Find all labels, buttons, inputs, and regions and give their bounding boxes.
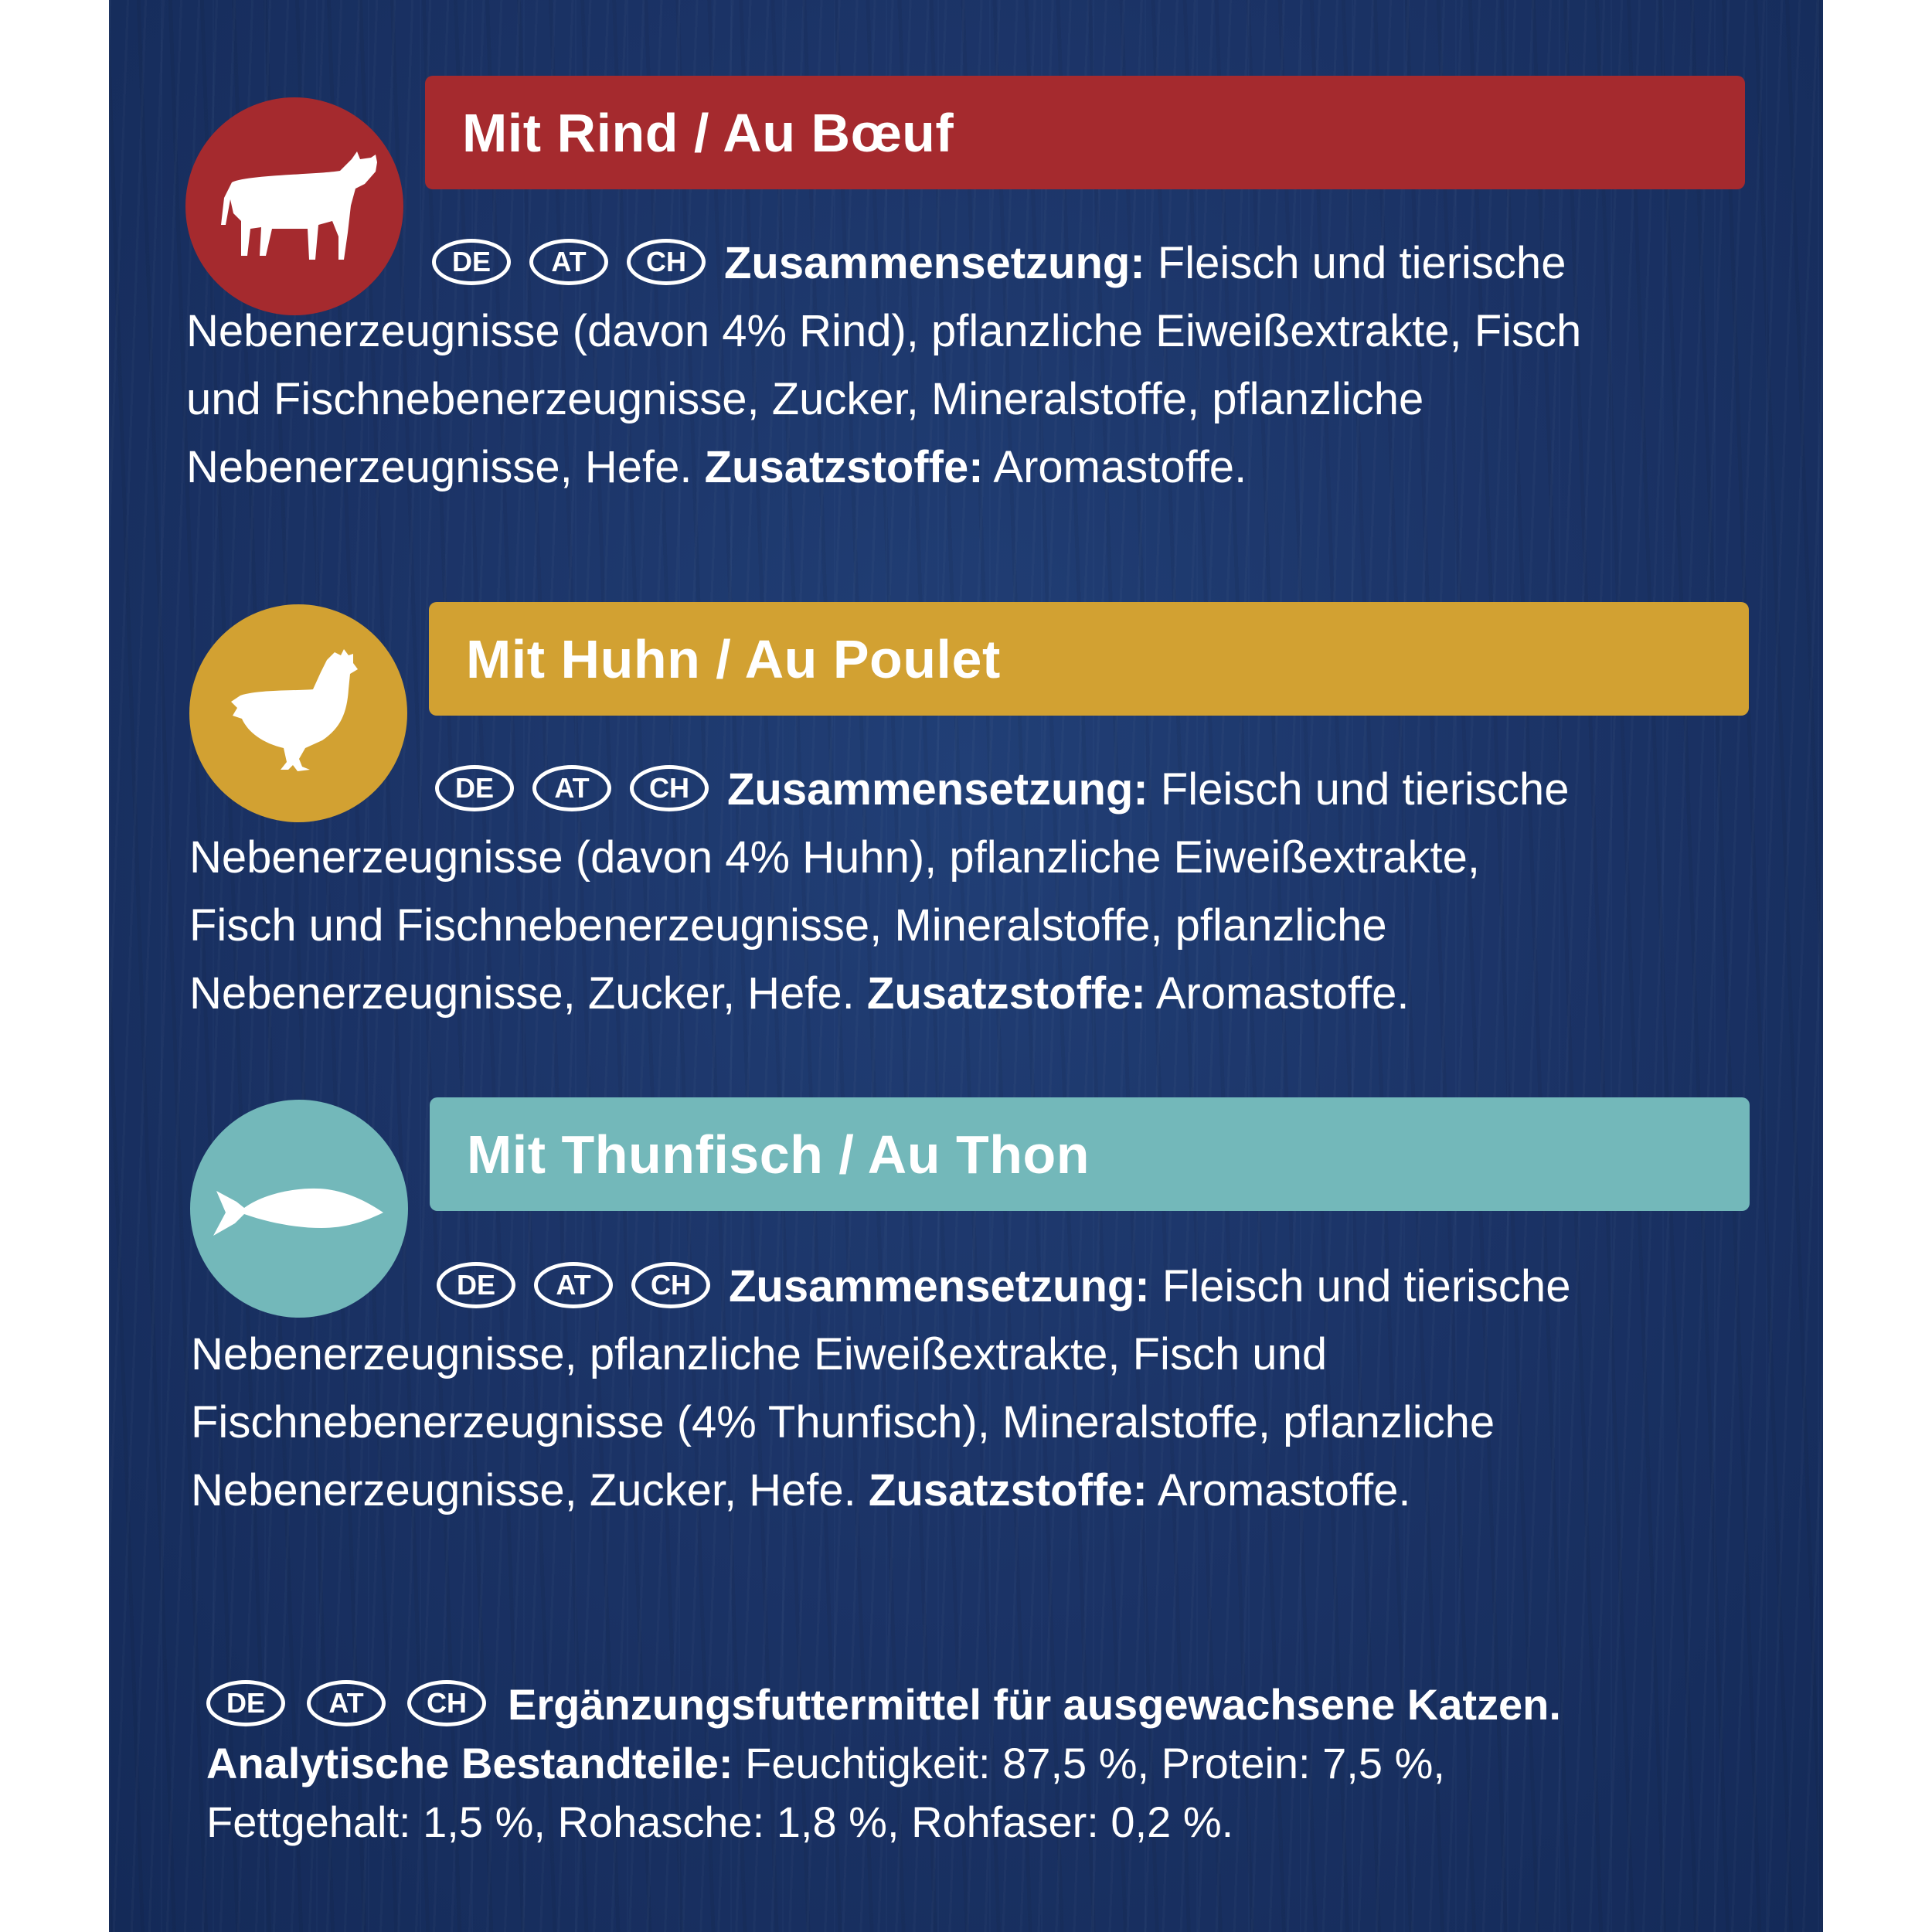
beef-section xyxy=(109,0,1823,510)
additives-label: Zusatzstoffe: xyxy=(866,968,1146,1019)
additives-label: Zusatzstoffe: xyxy=(868,1465,1148,1515)
badge-de: DE xyxy=(435,765,514,811)
composition-line-2: Nebenerzeugnisse (davon 4% Rind), pflanzliche Eiweißextrakte, Fisch xyxy=(186,306,1582,356)
chicken-title: Mit Huhn / Au Poulet xyxy=(466,628,1001,689)
composition-line-2: Nebenerzeugnisse (davon 4% Huhn), pflanzliche Eiweißextrakte, xyxy=(189,832,1480,883)
chicken-title-banner xyxy=(429,602,1749,716)
beef-title: Mit Rind / Au Bœuf xyxy=(462,102,954,163)
badge-de: DE xyxy=(432,239,511,285)
label-panel xyxy=(109,0,1823,1932)
composition-label: Zusammensetzung: xyxy=(729,1261,1150,1311)
analysis-line-1: Feuchtigkeit: 87,5 %, Protein: 7,5 %, xyxy=(733,1739,1445,1787)
additives-text: Aromastoffe. xyxy=(1147,1465,1411,1515)
badge-at: AT xyxy=(307,1680,386,1726)
chicken-ingredients xyxy=(189,756,1750,1028)
composition-line-1: Fleisch und tierische xyxy=(1162,1261,1571,1311)
composition-line-2: Nebenerzeugnisse, pflanzliche Eiweißextrakte, Fisch und xyxy=(191,1329,1328,1379)
analysis-footer xyxy=(206,1675,1798,1852)
composition-label: Zusammensetzung: xyxy=(724,238,1145,288)
additives-label: Zusatzstoffe: xyxy=(704,442,984,492)
footer-headline: Ergänzungsfuttermittel für ausgewachsene Katzen. xyxy=(508,1680,1561,1729)
composition-line-1: Fleisch und tierische xyxy=(1157,238,1566,288)
tuna-section xyxy=(109,1022,1823,1532)
badge-de: DE xyxy=(206,1680,285,1726)
badge-de: DE xyxy=(437,1262,515,1308)
badge-ch: CH xyxy=(630,765,709,811)
tuna-ingredients xyxy=(191,1253,1752,1525)
badge-at: AT xyxy=(532,765,611,811)
composition-line-3: Fisch und Fischnebenerzeugnisse, Mineralstoffe, pflanzliche xyxy=(189,900,1387,951)
badge-ch: CH xyxy=(627,239,706,285)
additives-text: Aromastoffe. xyxy=(983,442,1247,492)
beef-ingredients xyxy=(186,230,1747,502)
beef-title-banner xyxy=(425,76,1745,189)
badge-ch: CH xyxy=(631,1262,710,1308)
composition-line-3: und Fischnebenerzeugnisse, Zucker, Mineralstoffe, pflanzliche xyxy=(186,374,1424,424)
tuna-title: Mit Thunfisch / Au Thon xyxy=(467,1124,1090,1185)
badge-at: AT xyxy=(534,1262,613,1308)
badge-ch: CH xyxy=(407,1680,486,1726)
composition-line-4: Nebenerzeugnisse, Hefe. xyxy=(186,442,705,492)
chicken-section xyxy=(109,526,1823,1036)
composition-label: Zusammensetzung: xyxy=(727,764,1148,815)
composition-line-4: Nebenerzeugnisse, Zucker, Hefe. xyxy=(189,968,867,1019)
additives-text: Aromastoffe. xyxy=(1145,968,1410,1019)
analysis-line-2: Fettgehalt: 1,5 %, Rohasche: 1,8 %, Rohfaser: 0,2 %. xyxy=(206,1798,1234,1846)
composition-line-4: Nebenerzeugnisse, Zucker, Hefe. xyxy=(191,1465,869,1515)
badge-at: AT xyxy=(529,239,608,285)
analysis-label: Analytische Bestandteile: xyxy=(206,1739,733,1787)
tuna-title-banner xyxy=(430,1097,1750,1211)
composition-line-3: Fischnebenerzeugnisse (4% Thunfisch), Mineralstoffe, pflanzliche xyxy=(191,1397,1495,1447)
composition-line-1: Fleisch und tierische xyxy=(1160,764,1570,815)
